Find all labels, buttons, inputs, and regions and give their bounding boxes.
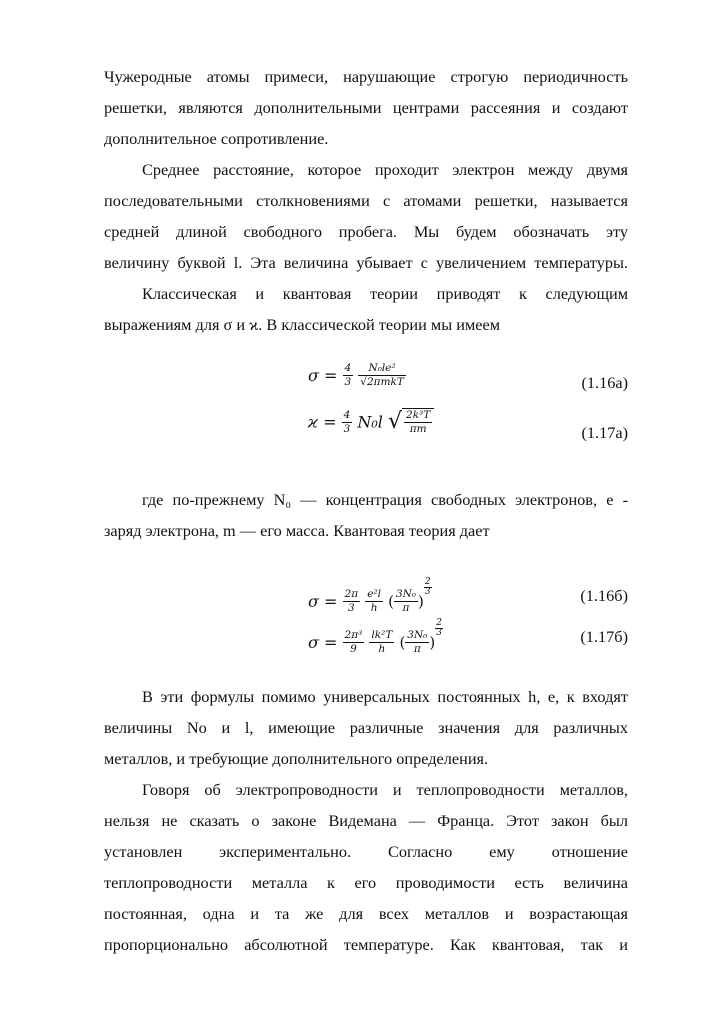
text-line: где по-прежнему N₀ — концентрация свободных электронов, е - bbox=[142, 490, 628, 509]
text-line: решетки, являются дополнительными центрами рассеяния и создают bbox=[104, 98, 628, 117]
equation-number: (1.16б) bbox=[580, 586, 628, 605]
eq-fraction: $\frac{\text{e²l}}{h}$ bbox=[367, 588, 381, 614]
text-line: нельзя не сказать о законе Видемана — Франца. Этот закон был bbox=[104, 811, 628, 830]
equation-number: (1.17б) bbox=[580, 627, 628, 646]
text-line: величину буквой l. Эта величина убывает с увеличением температуры. bbox=[104, 253, 628, 272]
text-line: заряд электрона, m — его масса. Квантовая теория дает bbox=[104, 521, 490, 540]
text-line: металлов, и требующие дополнительного определения. bbox=[104, 749, 489, 768]
eq-paren-fraction: $\frac{\text{3N₀}}{\pi}$ bbox=[407, 629, 428, 655]
eq-lhs: σ bbox=[308, 366, 319, 385]
eq-coef: $\frac{2\pi}{3}$ bbox=[344, 588, 359, 614]
text-line: Классическая и квантовая теории приводят к следующим bbox=[142, 284, 628, 303]
eq-fraction: $\frac{\text{N₀le²}}{\text{√2πmkT}}$ bbox=[360, 362, 404, 388]
eq-mid: N₀l bbox=[357, 412, 383, 432]
equation-1-17b: σ = $\frac{\text{2π³}}{9}$ $\frac{\text{lk²T}}{h}$ ( $\frac{\text{3N₀}}{\pi}$ ) $\frac{2}{3}$ bbox=[308, 618, 442, 655]
text-line: последовательными столкновениями с атомами решетки, называется bbox=[104, 191, 628, 210]
sqrt-sign: √ $\frac{\text{2k³T}}{\pi m}$ bbox=[388, 408, 434, 436]
eq-coef: $\frac{4}{3}$ bbox=[343, 408, 351, 435]
eq-coef: $\frac{\text{2π³}}{9}$ bbox=[344, 629, 363, 655]
text-line: постоянная, одна и та же для всех металлов и возрастающая bbox=[104, 904, 628, 923]
eq-exponent: $\frac{2}{3}$ bbox=[424, 577, 431, 597]
eq-paren-fraction: $\frac{\text{3N₀}}{\pi}$ bbox=[395, 588, 417, 614]
equation-number: (1.16а) bbox=[581, 373, 628, 392]
eq-exponent: $\frac{2}{3}$ bbox=[436, 618, 442, 638]
text-line: выражениям для σ и ϰ. В классической теории мы имеем bbox=[104, 315, 501, 334]
equation-1-16a: σ = $\frac{4}{3}$ $\frac{\text{N₀le²}}{\text{√2πmkT}}$ bbox=[308, 362, 404, 388]
equation-number: (1.17а) bbox=[581, 423, 628, 442]
text-line: установлен экспериментально. Согласно ему отношение bbox=[104, 842, 628, 861]
text-line: теплопроводности металла к его проводимости есть величина bbox=[104, 873, 628, 892]
text-line: В эти формулы помимо универсальных постоянных h, e, к входят bbox=[142, 687, 628, 706]
equation-1-17a: ϰ = $\frac{4}{3}$ N₀l √ $\frac{\text{2k³T}}{\pi m}$ bbox=[308, 408, 434, 436]
eq-lhs: σ bbox=[308, 633, 319, 652]
text-line: величины No и l, имеющие различные значения для различных bbox=[104, 718, 628, 737]
eq-lhs: ϰ bbox=[308, 412, 318, 432]
text-line: Говоря об электропроводности и теплопроводности металлов, bbox=[142, 780, 628, 799]
eq-fraction: $\frac{\text{lk²T}}{h}$ bbox=[371, 629, 393, 655]
text-line: Среднее расстояние, которое проходит электрон между двумя bbox=[142, 160, 628, 179]
text-line: средней длиной свободного пробега. Мы будем обозначать эту bbox=[104, 222, 628, 241]
eq-coef: $\frac{4}{3}$ bbox=[344, 362, 352, 388]
eq-lhs: σ bbox=[308, 592, 319, 611]
equation-1-16b: σ = $\frac{2\pi}{3}$ $\frac{\text{e²l}}{h}$ ( $\frac{\text{3N₀}}{\pi}$ ) $\frac{2}{3}$ bbox=[308, 577, 431, 614]
text-line: пропорционально абсолютной температуре. Как квантовая, так и bbox=[104, 935, 628, 954]
text-line: Чужеродные атомы примеси, нарушающие строгую периодичность bbox=[104, 67, 628, 86]
text-line: дополнительное сопротивление. bbox=[104, 129, 329, 148]
